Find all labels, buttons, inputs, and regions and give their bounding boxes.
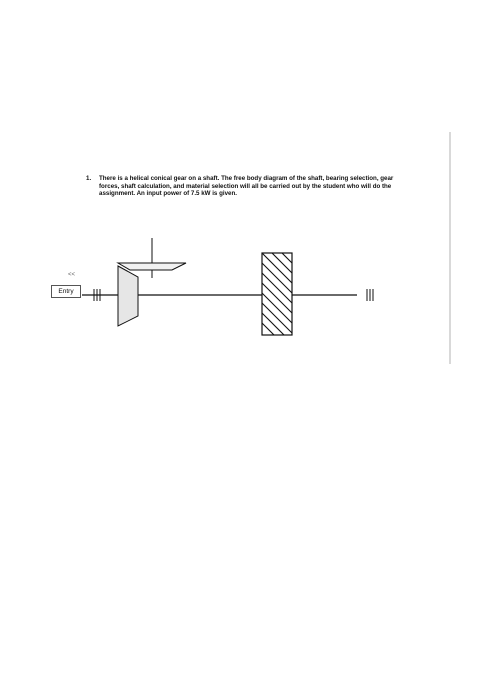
helical-conical-gear — [118, 266, 138, 326]
entry-direction-arrows: << — [68, 272, 76, 278]
mating-conical-gear — [118, 263, 186, 270]
entry-label-box — [51, 285, 81, 298]
hatched-gear — [262, 233, 292, 353]
question-text: There is a helical conical gear on a shaft. The free body diagram of the shaft, bearing selection, gear forces, shaft calculation, and material selection will all be carried out by the student who will do the assignment. An input power of 7.5 kW is given. — [99, 175, 394, 198]
right-bearing-icon — [367, 289, 373, 301]
question-number: 1. — [86, 175, 92, 182]
entry-label: Entry — [58, 288, 74, 295]
